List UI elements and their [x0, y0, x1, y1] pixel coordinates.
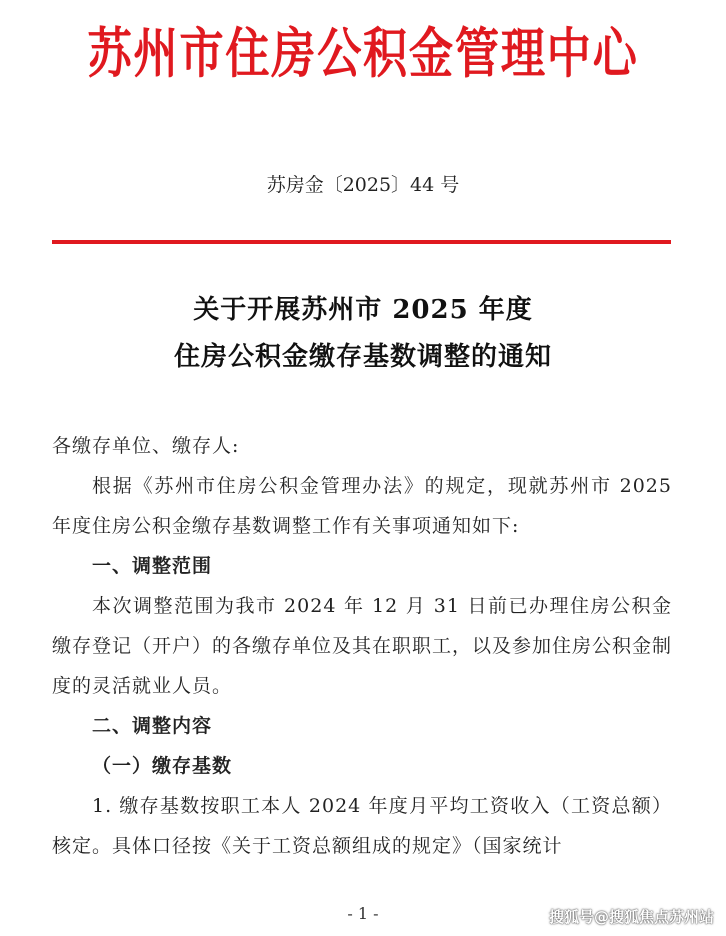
notice-title-line-1: 关于开展苏州市 2025 年度 [193, 295, 533, 325]
section-1-paragraph: 本次调整范围为我市 2024 年 12 月 31 日前已办理住房公积金缴存登记（开户）的各缴存单位及其在职职工，以及参加住房公积金制度的灵活就业人员。 [52, 595, 673, 697]
notice-body [52, 426, 672, 866]
document-number: 苏房金〔2025〕44 号 [266, 174, 460, 196]
subsection-1-heading: （一）缴存基数 [92, 755, 233, 777]
page-number: - 1 - [347, 904, 379, 923]
intro-paragraph: 根据《苏州市住房公积金管理办法》的规定，现就苏州市 2025 年度住房公积金缴存基数调整工作有关事项通知如下: [52, 475, 672, 537]
notice-title-line-2: 住房公积金缴存基数调整的通知 [173, 342, 552, 372]
red-divider [52, 240, 671, 244]
section-1-heading: 一、调整范围 [92, 555, 213, 577]
section-2-heading: 二、调整内容 [92, 715, 213, 737]
source-watermark: 搜狐号@搜狐焦点苏州站 [548, 908, 714, 926]
salutation: 各缴存单位、缴存人: [52, 435, 240, 457]
item-1-paragraph: 1. 缴存基数按职工本人 2024 年度月平均工资收入（工资总额）核定。具体口径按《关于工资总额组成的规定》（国家统计 [52, 795, 672, 857]
issuer-title: 苏州市住房公积金管理中心 [87, 21, 639, 85]
